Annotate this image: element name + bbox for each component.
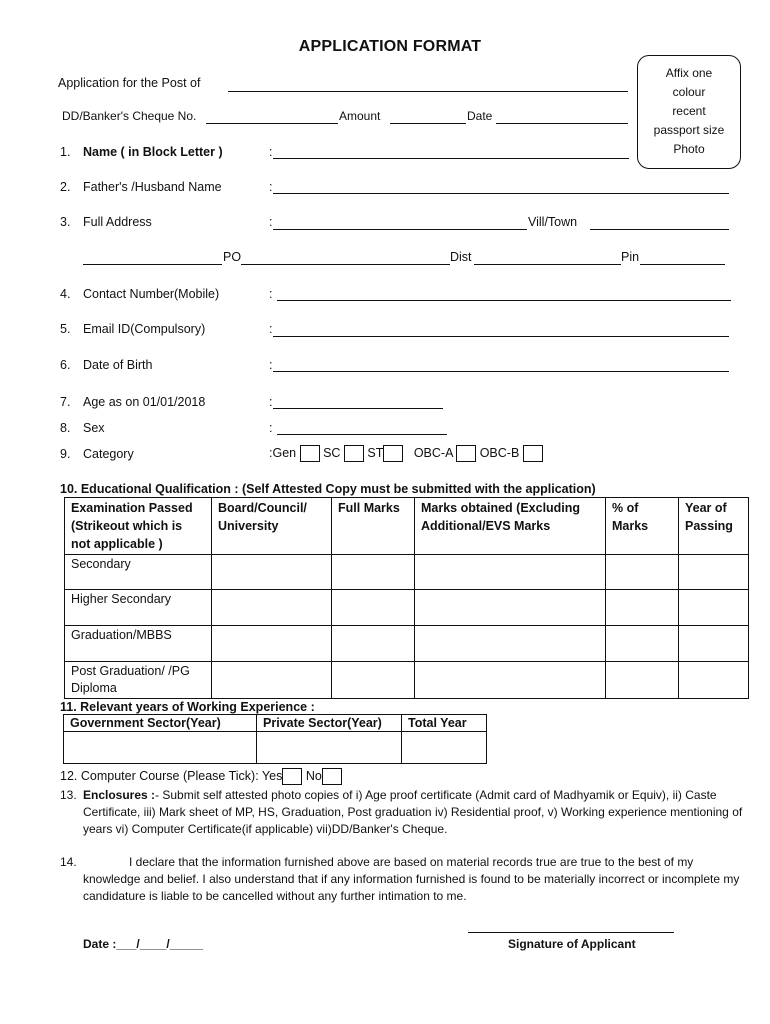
po-field[interactable] bbox=[241, 264, 450, 265]
photo-box bbox=[637, 55, 741, 169]
input-cell[interactable] bbox=[332, 555, 415, 590]
table-header: Private Sector(Year) bbox=[257, 715, 402, 732]
input-cell[interactable] bbox=[212, 626, 332, 662]
field-number: 9. bbox=[60, 447, 71, 461]
photo-box-line: Photo bbox=[673, 142, 705, 156]
table-row bbox=[65, 662, 749, 699]
category-options bbox=[269, 445, 543, 462]
input-cell[interactable] bbox=[332, 590, 415, 626]
category-st-label: ST bbox=[367, 445, 384, 460]
enclosures-label: Enclosures : bbox=[83, 788, 156, 802]
contact-field[interactable] bbox=[277, 300, 731, 301]
category-st-checkbox[interactable] bbox=[383, 445, 403, 462]
input-cell[interactable] bbox=[415, 662, 606, 699]
pin-field[interactable] bbox=[640, 264, 725, 265]
category-obcb-checkbox[interactable] bbox=[523, 445, 543, 462]
page-title: APPLICATION FORMAT bbox=[298, 38, 482, 55]
input-cell[interactable] bbox=[606, 662, 679, 699]
sex-label: Sex bbox=[83, 421, 105, 435]
enclosures-block bbox=[83, 787, 743, 838]
category-gen-checkbox[interactable] bbox=[300, 445, 320, 462]
father-husband-field[interactable] bbox=[273, 193, 729, 194]
input-cell[interactable] bbox=[606, 555, 679, 590]
input-cell[interactable] bbox=[415, 555, 606, 590]
photo-box-line: passport size bbox=[653, 123, 725, 137]
input-cell[interactable] bbox=[212, 555, 332, 590]
pin-label: Pin bbox=[621, 250, 640, 264]
photo-box-line: Affix one bbox=[665, 66, 713, 80]
address-field[interactable] bbox=[273, 229, 527, 230]
dob-label: Date of Birth bbox=[83, 358, 153, 372]
input-cell[interactable] bbox=[415, 626, 606, 662]
photo-box-line: colour bbox=[672, 85, 706, 99]
dist-field[interactable] bbox=[474, 264, 621, 265]
category-obca-label: OBC-A bbox=[413, 445, 453, 460]
education-heading: 10. Educational Qualification : (Self Attested Copy must be submitted with the application) bbox=[60, 482, 596, 496]
enclosures-text: - Submit self attested photo copies of i) Age proof certificate (Admit card of Madhyamik or Equiv), ii) Caste Certificate, iii) Mark sheet of MP, HS, Graduation, Post graduation iv) Residential proof, v) Working experience mentioning of years vi) Computer Certificate(if applicable) vii)DD/Banker's Cheque. bbox=[83, 788, 743, 836]
table-header: Full Marks bbox=[332, 498, 415, 555]
field-number: 5. bbox=[60, 322, 71, 336]
input-cell[interactable] bbox=[402, 732, 487, 764]
amount-field[interactable] bbox=[390, 123, 466, 124]
exam-name-cell: Higher Secondary bbox=[65, 590, 212, 626]
address-label: Full Address bbox=[83, 215, 152, 229]
input-cell[interactable] bbox=[679, 662, 749, 699]
experience-table bbox=[63, 714, 487, 764]
vill-town-label: Vill/Town bbox=[528, 215, 578, 229]
table-header: Marks obtained (Excluding Additional/EVS Marks bbox=[415, 498, 606, 555]
colon: : bbox=[269, 145, 273, 159]
table-header: % of Marks bbox=[606, 498, 679, 555]
contact-label: Contact Number(Mobile) bbox=[83, 287, 220, 301]
table-header: Government Sector(Year) bbox=[64, 715, 257, 732]
computer-course-label: 12. Computer Course (Please Tick): Yes bbox=[60, 768, 283, 783]
exam-name-cell: Post Graduation/ /PG Diploma bbox=[65, 662, 212, 699]
colon: : bbox=[269, 358, 273, 372]
age-field[interactable] bbox=[273, 408, 443, 409]
photo-box-line: recent bbox=[672, 104, 706, 118]
address-line-2-field[interactable] bbox=[83, 264, 222, 265]
table-header: Board/Council/ University bbox=[212, 498, 332, 555]
sex-field[interactable] bbox=[277, 434, 447, 435]
colon: : bbox=[269, 322, 273, 336]
experience-heading: 11. Relevant years of Working Experience : bbox=[60, 700, 315, 714]
computer-yes-checkbox[interactable] bbox=[282, 768, 302, 785]
category-sc-label: SC bbox=[323, 445, 341, 460]
cheque-no-field[interactable] bbox=[206, 123, 338, 124]
colon: : bbox=[269, 395, 273, 409]
vill-town-field[interactable] bbox=[590, 229, 729, 230]
father-husband-label: Father's /Husband Name bbox=[83, 180, 222, 194]
table-header: Total Year bbox=[402, 715, 487, 732]
input-cell[interactable] bbox=[332, 626, 415, 662]
email-field[interactable] bbox=[273, 336, 729, 337]
table-header-row bbox=[64, 715, 487, 732]
input-cell[interactable] bbox=[212, 590, 332, 626]
input-cell[interactable] bbox=[257, 732, 402, 764]
colon: : bbox=[269, 421, 273, 435]
table-row bbox=[64, 732, 487, 764]
table-row bbox=[65, 555, 749, 590]
category-sc-checkbox[interactable] bbox=[344, 445, 364, 462]
table-header: Year of Passing bbox=[679, 498, 749, 555]
input-cell[interactable] bbox=[606, 626, 679, 662]
exam-name-cell: Secondary bbox=[65, 555, 212, 590]
dist-label: Dist bbox=[450, 250, 472, 264]
input-cell[interactable] bbox=[679, 626, 749, 662]
input-cell[interactable] bbox=[415, 590, 606, 626]
field-number: 13. bbox=[60, 788, 77, 802]
cheque-label: DD/Banker's Cheque No. bbox=[62, 109, 197, 123]
input-cell[interactable] bbox=[64, 732, 257, 764]
field-number: 8. bbox=[60, 421, 71, 435]
field-number: 4. bbox=[60, 287, 71, 301]
declaration-text: I declare that the information furnished above are based on material records true are true to the best of my knowledge and belief. I also understand that if any information furnished is found to be materially incorrect or incomplete my candidature is liable to be cancelled without any further intimation to me. bbox=[83, 855, 740, 903]
field-number: 14. bbox=[60, 855, 77, 869]
field-number: 2. bbox=[60, 180, 71, 194]
signature-line[interactable] bbox=[468, 932, 674, 933]
table-header-row bbox=[65, 498, 749, 555]
category-gen-label: :Gen bbox=[269, 445, 297, 460]
dob-field[interactable] bbox=[273, 371, 729, 372]
date-field[interactable]: Date :___/____/_____ bbox=[83, 937, 204, 951]
age-label: Age as on 01/01/2018 bbox=[83, 395, 206, 409]
date-label: Date bbox=[467, 109, 493, 123]
po-label: PO bbox=[223, 250, 242, 264]
colon: : bbox=[269, 287, 273, 301]
input-cell[interactable] bbox=[332, 662, 415, 699]
post-field[interactable] bbox=[228, 91, 628, 92]
computer-no-label: No bbox=[305, 768, 322, 783]
name-field[interactable] bbox=[273, 158, 629, 159]
category-obca-checkbox[interactable] bbox=[456, 445, 476, 462]
input-cell[interactable] bbox=[679, 590, 749, 626]
field-number: 3. bbox=[60, 215, 71, 229]
category-obcb-label: OBC-B bbox=[479, 445, 520, 460]
input-cell[interactable] bbox=[212, 662, 332, 699]
category-label: Category bbox=[83, 447, 134, 461]
colon: : bbox=[269, 180, 273, 194]
table-row bbox=[65, 590, 749, 626]
input-cell[interactable] bbox=[606, 590, 679, 626]
table-header: Examination Passed (Strikeout which is not applicable ) bbox=[65, 498, 212, 555]
input-cell[interactable] bbox=[679, 555, 749, 590]
amount-label: Amount bbox=[339, 109, 381, 123]
computer-course-row bbox=[60, 768, 342, 785]
colon: : bbox=[269, 215, 273, 229]
education-table bbox=[64, 497, 749, 699]
field-number: 7. bbox=[60, 395, 71, 409]
signature-label: Signature of Applicant bbox=[508, 937, 636, 951]
field-number: 1. bbox=[60, 145, 71, 159]
field-number: 6. bbox=[60, 358, 71, 372]
email-label: Email ID(Compulsory) bbox=[83, 322, 206, 336]
name-label: Name ( in Block Letter ) bbox=[83, 145, 223, 159]
table-row bbox=[65, 626, 749, 662]
exam-name-cell: Graduation/MBBS bbox=[65, 626, 212, 662]
post-label: Application for the Post of bbox=[58, 76, 201, 90]
computer-no-checkbox[interactable] bbox=[322, 768, 342, 785]
cheque-date-field[interactable] bbox=[496, 123, 628, 124]
